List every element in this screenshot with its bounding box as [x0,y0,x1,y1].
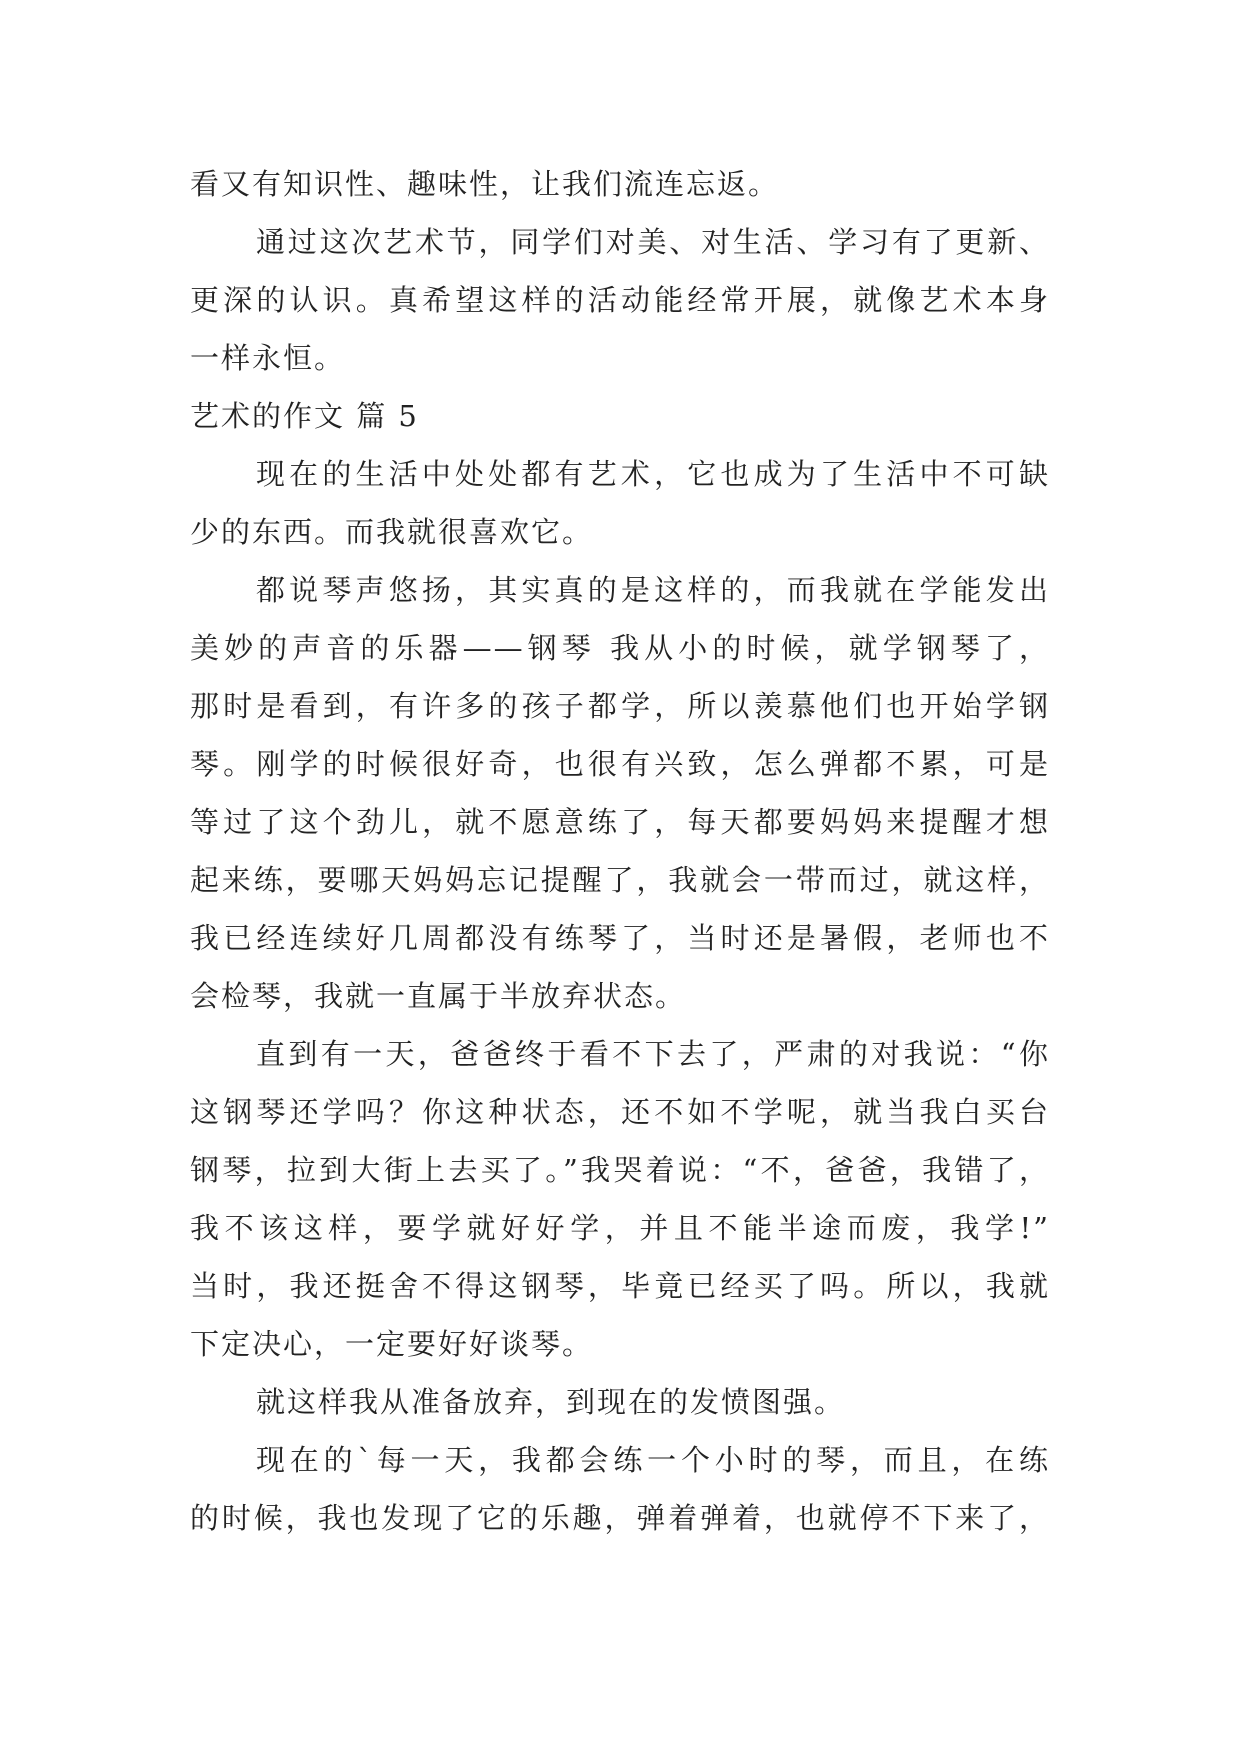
text-line-content: 就这样我从准备放弃，到现在的发愤图强。 [256,1385,846,1419]
text-line-content: 的时候，我也发现了它的乐趣，弹着弹着，也就停不下来了， [190,1501,1050,1535]
text-line [190,329,1050,387]
text-line-content: 都说琴声悠扬，其实真的是这样的，而我就在学能发出 [256,573,1050,607]
text-line [190,1431,1050,1489]
text-line-content: 一样永恒。 [190,341,346,375]
text-line-content: 通过这次艺术节，同学们对美、对生活、学习有了更新、 [256,225,1050,259]
text-line-content: 起来练，要哪天妈妈忘记提醒了，我就会一带而过，就这样， [190,863,1050,897]
text-line [190,1257,1050,1315]
text-line-content: 我已经连续好几周都没有练琴了，当时还是暑假，老师也不 [190,921,1050,955]
text-line [190,967,1050,1025]
text-line-content: 这钢琴还学吗？你这种状态，还不如不学呢，就当我白买台 [190,1095,1050,1129]
text-line-content: 直到有一天，爸爸终于看不下去了，严肃的对我说：“你 [256,1037,1050,1071]
section-heading-text: 艺术的作文 篇 5 [190,399,419,433]
text-line-content: 少的东西。而我就很喜欢它。 [190,515,594,549]
document-page [190,155,1050,1547]
text-line [190,909,1050,967]
text-line [190,1199,1050,1257]
text-line [190,1025,1050,1083]
text-line-content: 我不该这样，要学就好好学，并且不能半途而废，我学!” [190,1211,1050,1245]
text-line-content: 现在的生活中处处都有艺术，它也成为了生活中不可缺 [256,457,1050,491]
text-line [190,735,1050,793]
text-line [190,271,1050,329]
text-line [190,1083,1050,1141]
text-line-content: 看又有知识性、趣味性，让我们流连忘返。 [190,167,780,201]
text-line [190,445,1050,503]
text-line-content: 钢琴，拉到大街上去买了。”我哭着说：“不，爸爸，我错了， [190,1153,1050,1187]
text-line-content: 那时是看到，有许多的孩子都学，所以羡慕他们也开始学钢 [190,689,1050,723]
text-line [190,1141,1050,1199]
text-line [190,793,1050,851]
text-line-content: 更深的认识。真希望这样的活动能经常开展，就像艺术本身 [190,283,1050,317]
text-line-content: 美妙的声音的乐器——钢琴 我从小的时候，就学钢琴了， [190,631,1050,665]
text-line-content: 现在的`每一天，我都会练一个小时的琴，而且，在练 [256,1443,1050,1477]
text-line [190,561,1050,619]
text-line [190,851,1050,909]
text-line [190,1373,1050,1431]
text-line-content: 等过了这个劲儿，就不愿意练了，每天都要妈妈来提醒才想 [190,805,1050,839]
text-line [190,619,1050,677]
text-line [190,503,1050,561]
text-line [190,1315,1050,1373]
text-line-content: 当时，我还挺舍不得这钢琴，毕竟已经买了吗。所以，我就 [190,1269,1050,1303]
text-line [190,155,1050,213]
section-heading [190,387,1050,445]
text-line [190,677,1050,735]
text-line [190,213,1050,271]
text-line-content: 琴。刚学的时候很好奇，也很有兴致，怎么弹都不累，可是 [190,747,1050,781]
text-line [190,1489,1050,1547]
text-line-content: 会检琴，我就一直属于半放弃状态。 [190,979,687,1013]
text-line-content: 下定决心，一定要好好谈琴。 [190,1327,594,1361]
